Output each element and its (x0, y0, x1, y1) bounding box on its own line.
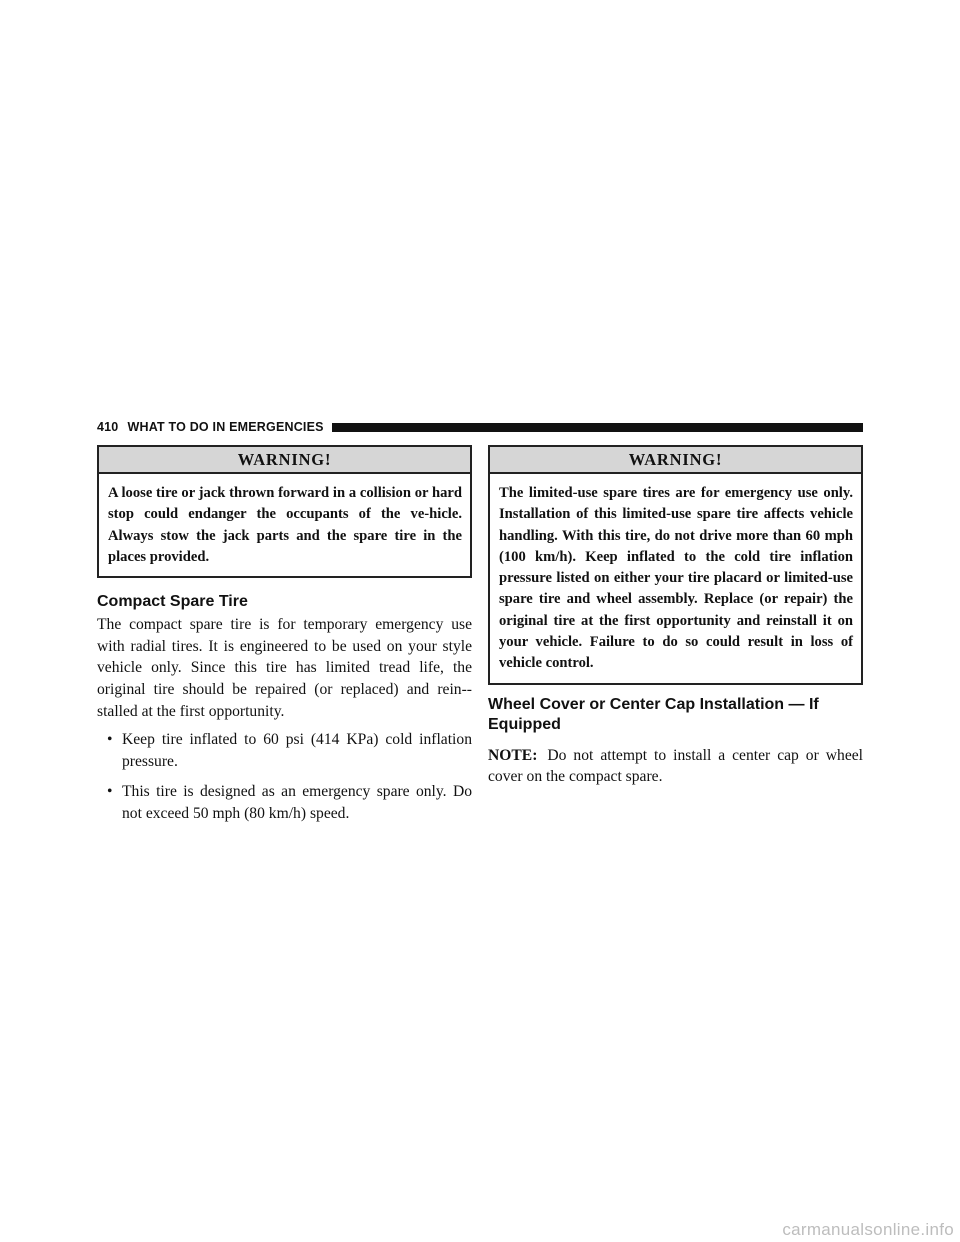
list-item-text: Keep tire inflated to 60 psi (414 KPa) cold inflation pressure. (122, 731, 472, 770)
right-column (488, 445, 863, 788)
watermark-text: carmanualsonline.info (782, 1220, 954, 1239)
bullet-icon: • (107, 731, 113, 749)
body-paragraph: The compact spare tire is for temporary emergency use with radial tires. It is engineered to be used on your style vehicle only. Since this tire has limited tread life, the original tire should be repaired (or replaced) and rein-stalled at the first opportunity. (97, 616, 472, 720)
section-heading-compact-spare: Compact Spare Tire (97, 593, 248, 611)
list-item (97, 729, 472, 772)
bullet-list (97, 729, 472, 824)
note-text: Do not attempt to install a center cap or wheel cover on the compact spare. (488, 746, 863, 786)
note-paragraph (488, 745, 863, 788)
warning-box-limited-use-spare (488, 445, 863, 685)
left-column (97, 445, 472, 834)
running-header (97, 418, 863, 436)
list-item-text: This tire is designed as an emergency spare only. Do not exceed 50 mph (80 km/h) speed. (122, 783, 472, 822)
note-label: NOTE: (488, 746, 538, 764)
warning-title: WARNING! (490, 447, 861, 474)
warning-title: WARNING! (99, 447, 470, 474)
list-item (97, 781, 472, 824)
section-heading-wheel-cover: Wheel Cover or Center Cap Installation — If Equipped (488, 695, 819, 733)
section-title: WHAT TO DO IN EMERGENCIES (127, 420, 324, 434)
warning-text: The limited-use spare tires are for emergency use only. Installation of this limited-use spare tire affects vehicle handling. With this tire, do not drive more than 60 mph (100 km/h). Keep inflated to the cold tire inflation pressure listed on either your tire placard or limited-use spare tire and wheel assembly. Replace (or repair) the original tire at the first opportunity and reinstall it on your vehicle. Failure to do so could result in loss of vehicle control. (499, 485, 853, 672)
warning-box-jack-stowage (97, 445, 472, 578)
header-rule (332, 423, 863, 432)
bullet-icon: • (107, 783, 113, 801)
page-number: 410 (97, 420, 119, 434)
warning-text: A loose tire or jack thrown forward in a collision or hard stop could endanger the occupants of the ve-hicle. Always stow the jack parts and the spare tire in the places provided. (108, 485, 462, 565)
